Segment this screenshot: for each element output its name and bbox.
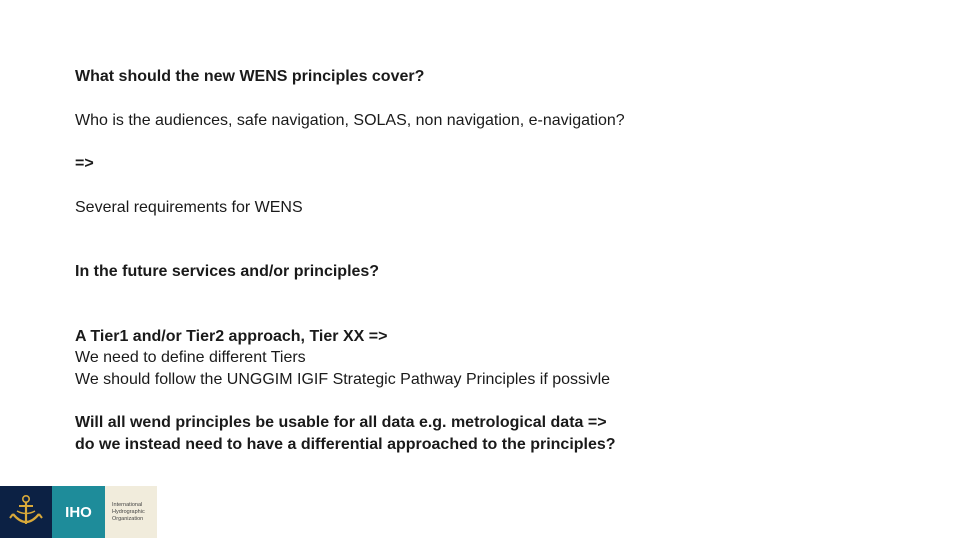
iho-abbreviation: IHO <box>52 486 105 538</box>
arrow-text: => <box>75 155 94 172</box>
tier-line-1: We need to define different Tiers <box>75 349 306 366</box>
requirements-text: Several requirements for WENS <box>75 198 303 216</box>
slide-text <box>75 66 895 455</box>
iho-name-line-3: Organization <box>112 515 144 522</box>
wend-line-2: do we instead need to have a differential approached to the principles? <box>75 435 616 453</box>
tier-heading: A Tier1 and/or Tier2 approach, Tier XX => <box>75 327 388 345</box>
tier-line-2: We should follow the UNGGIM IGIF Strategic Pathway Principles if possivle <box>75 370 611 388</box>
wend-line-1: Will all wend principles be usable for all data e.g. metrological data => <box>75 414 607 431</box>
iho-name-line-1: International <box>112 501 143 508</box>
iho-logo <box>0 486 157 538</box>
future-question: In the future services and/or principles? <box>75 263 380 280</box>
iho-name-line-2: Hydrographic <box>112 508 145 515</box>
iho-emblem-icon <box>6 492 46 532</box>
question-cover: What should the new WENS principles cover? <box>75 68 425 85</box>
iho-emblem <box>0 486 52 538</box>
question-audience: Who is the audiences, safe navigation, SOLAS, non navigation, e-navigation? <box>75 111 625 129</box>
iho-full-name <box>105 486 157 538</box>
